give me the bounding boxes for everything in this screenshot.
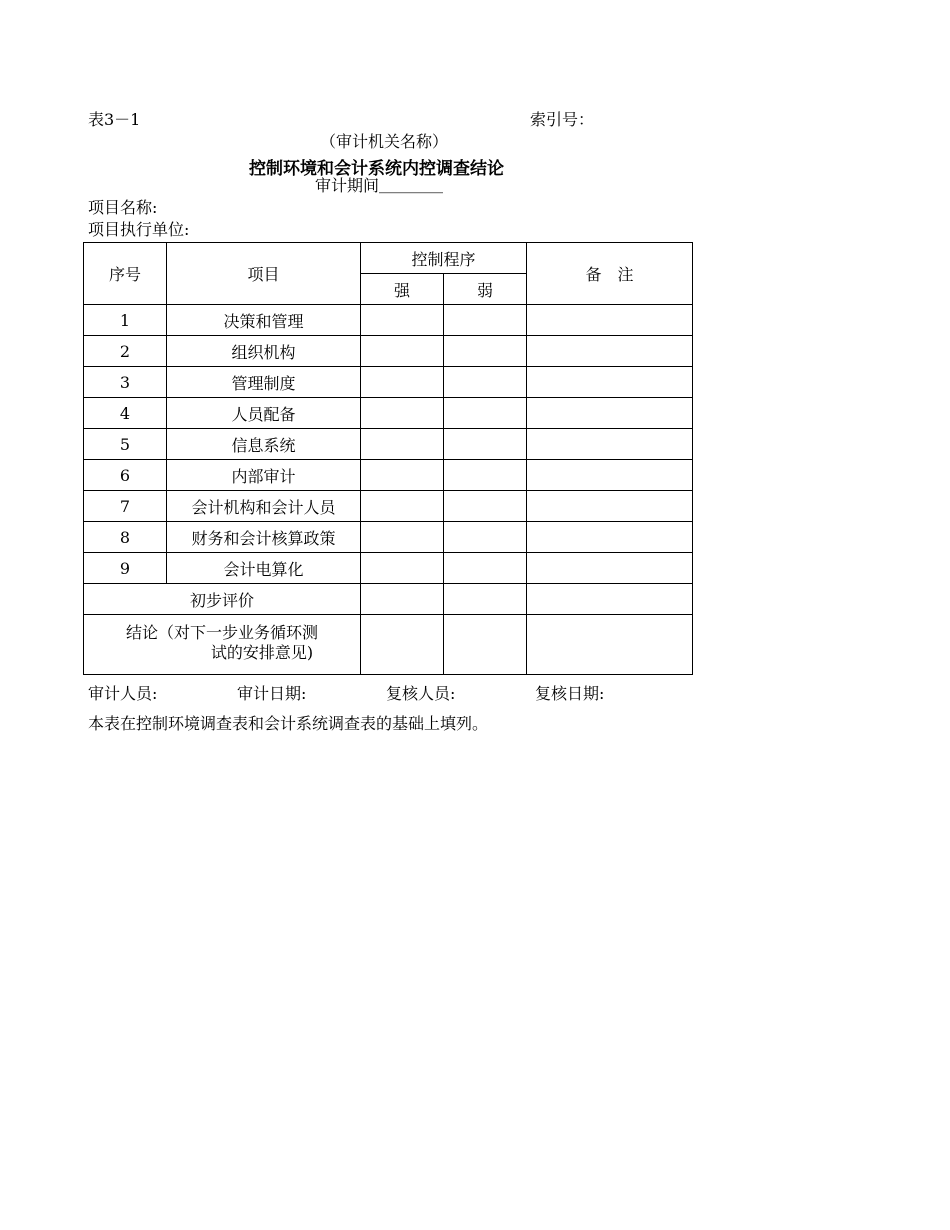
auditor-label: 审计人员: [88, 684, 158, 703]
row-strong-cell[interactable] [361, 336, 444, 367]
row-seq: 2 [84, 336, 167, 367]
row-item: 内部审计 [167, 460, 361, 491]
survey-table [83, 242, 693, 675]
row-item: 财务和会计核算政策 [167, 522, 361, 553]
table-row [84, 460, 693, 491]
conclusion-strong-cell[interactable] [361, 615, 444, 675]
row-weak-cell[interactable] [444, 429, 527, 460]
header-seq: 序号 [84, 243, 167, 305]
table-row [84, 367, 693, 398]
row-item: 组织机构 [167, 336, 361, 367]
row-item: 会计电算化 [167, 553, 361, 584]
row-strong-cell[interactable] [361, 491, 444, 522]
row-strong-cell[interactable] [361, 429, 444, 460]
table-row [84, 491, 693, 522]
row-weak-cell[interactable] [444, 460, 527, 491]
row-remark-cell[interactable] [527, 398, 693, 429]
table-row [84, 522, 693, 553]
conclusion-weak-cell[interactable] [444, 615, 527, 675]
row-weak-cell[interactable] [444, 522, 527, 553]
row-item: 会计机构和会计人员 [167, 491, 361, 522]
header-item: 项目 [167, 243, 361, 305]
row-strong-cell[interactable] [361, 305, 444, 336]
prelim-weak-cell[interactable] [444, 584, 527, 615]
row-strong-cell[interactable] [361, 460, 444, 491]
table-row [84, 336, 693, 367]
row-strong-cell[interactable] [361, 553, 444, 584]
row-seq: 4 [84, 398, 167, 429]
table-row [84, 305, 693, 336]
footer-note: 本表在控制环境调查表和会计系统调查表的基础上填列。 [88, 714, 489, 733]
page-title: 控制环境和会计系统内控调查结论 [249, 159, 504, 179]
row-weak-cell[interactable] [444, 367, 527, 398]
header-weak: 弱 [444, 274, 527, 305]
conclusion-label [84, 615, 361, 675]
row-seq: 7 [84, 491, 167, 522]
row-weak-cell[interactable] [444, 305, 527, 336]
row-seq: 9 [84, 553, 167, 584]
index-number-label: 索引号： [530, 110, 595, 129]
audit-period: 审计期间＿＿＿＿ [315, 176, 444, 195]
row-remark-cell[interactable] [527, 491, 693, 522]
project-unit-label: 项目执行单位: [88, 220, 190, 239]
row-seq: 1 [84, 305, 167, 336]
header-control-procedure: 控制程序 [361, 243, 527, 274]
preliminary-evaluation-label: 初步评价 [84, 584, 361, 615]
row-strong-cell[interactable] [361, 367, 444, 398]
row-strong-cell[interactable] [361, 522, 444, 553]
audit-org-name: （审计机关名称） [320, 132, 449, 151]
row-seq: 8 [84, 522, 167, 553]
project-name-label: 项目名称: [88, 198, 158, 217]
row-item: 决策和管理 [167, 305, 361, 336]
conclusion-line-1: 结论（对下一步业务循环测 [125, 622, 318, 642]
preliminary-evaluation-row [84, 584, 693, 615]
review-date-label: 复核日期: [535, 684, 605, 703]
conclusion-row [84, 615, 693, 675]
row-seq: 6 [84, 460, 167, 491]
row-item: 人员配备 [167, 398, 361, 429]
row-weak-cell[interactable] [444, 491, 527, 522]
row-remark-cell[interactable] [527, 367, 693, 398]
form-number: 表3－1 [88, 110, 141, 129]
table-row [84, 398, 693, 429]
row-weak-cell[interactable] [444, 398, 527, 429]
row-remark-cell[interactable] [527, 522, 693, 553]
prelim-remark-cell[interactable] [527, 584, 693, 615]
row-item: 管理制度 [167, 367, 361, 398]
row-item: 信息系统 [167, 429, 361, 460]
row-remark-cell[interactable] [527, 460, 693, 491]
row-remark-cell[interactable] [527, 336, 693, 367]
header-remark: 备 注 [527, 243, 693, 305]
reviewer-label: 复核人员: [386, 684, 456, 703]
row-remark-cell[interactable] [527, 553, 693, 584]
row-weak-cell[interactable] [444, 553, 527, 584]
audit-date-label: 审计日期: [237, 684, 307, 703]
prelim-strong-cell[interactable] [361, 584, 444, 615]
row-weak-cell[interactable] [444, 336, 527, 367]
conclusion-remark-cell[interactable] [527, 615, 693, 675]
row-seq: 5 [84, 429, 167, 460]
row-remark-cell[interactable] [527, 305, 693, 336]
header-strong: 强 [361, 274, 444, 305]
row-strong-cell[interactable] [361, 398, 444, 429]
table-row [84, 429, 693, 460]
conclusion-line-2: 试的安排意见) [210, 642, 314, 662]
row-remark-cell[interactable] [527, 429, 693, 460]
table-row [84, 553, 693, 584]
row-seq: 3 [84, 367, 167, 398]
